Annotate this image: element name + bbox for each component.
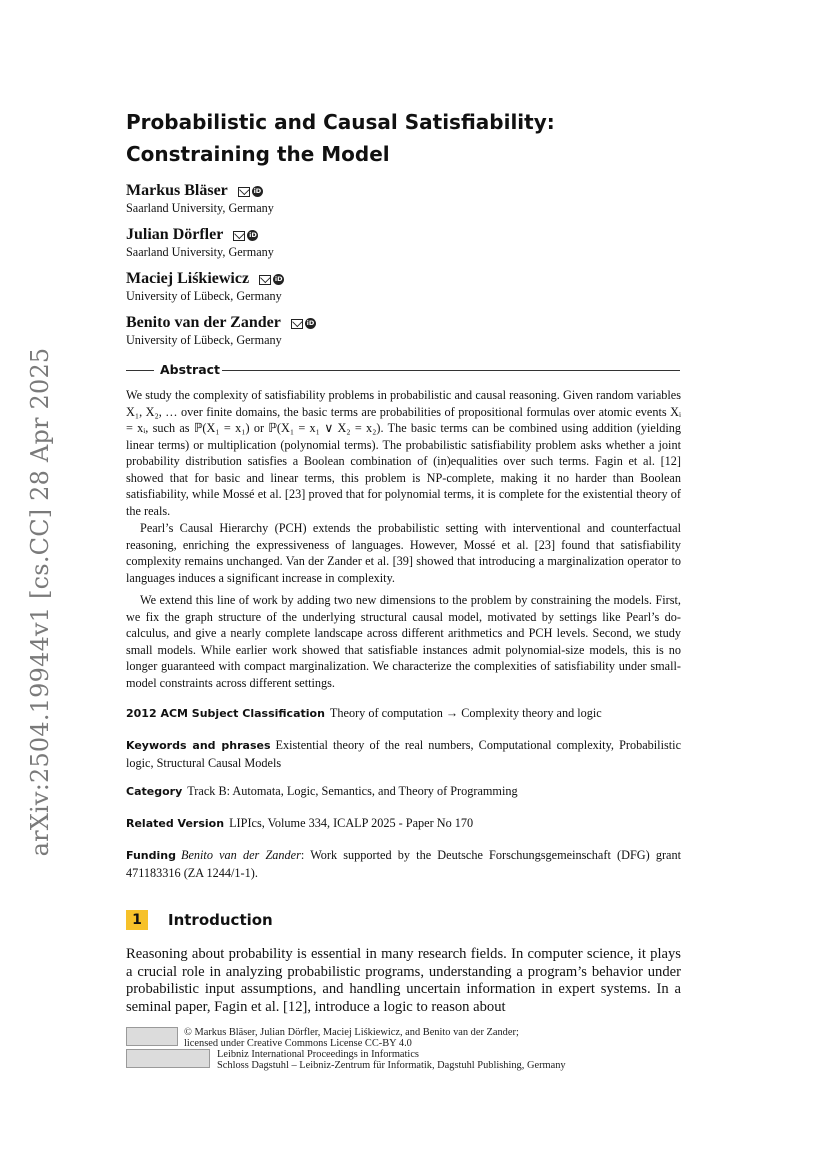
- abstract-paragraph-3: We extend this line of work by adding two new dimensions to the problem by constraining the models. First, we fix the graph structure of the underlying structural causal model, motivated by settings like Pearl’s do-calculus, and give a nearly complete landscape across different arithmetics and PCH levels. Second, we study small models. While earlier work showed that satisfiable instances admit polynomial-size models, this is no longer guaranteed with compact marginalization. We characterize the complexities of satisfiability under small-model constraints across different settings.: [126, 593, 681, 690]
- abstract-rule-right: [222, 370, 680, 371]
- acm-label: 2012 ACM Subject Classification: [126, 707, 325, 720]
- category-label: Category: [126, 785, 183, 798]
- mail-icon[interactable]: [238, 187, 250, 197]
- abstract-paragraph-1: We study the complexity of satisfiability problems in probabilistic and causal reasoning. Given random variables X₁, X₂, … over finite domains, the basic terms are probabilities of propositional formulas over atomic events Xᵢ = xᵢ, such as ℙ(X₁ = x₁) or ℙ(X₁ = x₁ ∨ X₂ = x₂). The basic terms can be combined using addition (yielding linear terms) or multiplication (polynomial terms). The probabilistic satisfiability problem asks whether a joint probability distribution satisfies a Boolean combination of (in)equalities over such terms. Fagin et al. [12] showed that for basic and linear terms, this problem is NP-complete, making it no harder than Boolean satisfiability, while Mossé et al. [23] proved that for polynomial terms, it is complete for the existential theory of the reals.: [126, 388, 681, 518]
- paper-title: [126, 106, 646, 170]
- author-block-1: [126, 180, 274, 216]
- author-name: Julian Dörfler: [126, 226, 224, 243]
- arxiv-stamp: [18, 347, 62, 857]
- arxiv-stamp-text: arXiv:2504.19944v1 [cs.CC] 28 Apr 2025: [26, 347, 54, 857]
- title-line-1: Probabilistic and Causal Satisfiability:: [126, 110, 555, 134]
- author-block-2: [126, 224, 274, 260]
- acm-classification: [126, 705, 681, 723]
- author-affiliation: University of Lübeck, Germany: [126, 289, 282, 303]
- author-affiliation: Saarland University, Germany: [126, 245, 274, 259]
- abstract-rule-left: [126, 370, 154, 371]
- mail-icon[interactable]: [259, 275, 271, 285]
- lipics-logo: [126, 1049, 210, 1068]
- mail-icon[interactable]: [233, 231, 245, 241]
- abstract-paragraph-2: Pearl’s Causal Hierarchy (PCH) extends the probabilistic setting with interventional and counterfactual reasoning, enriching the expressiveness of languages. However, Mossé et al. [23] found that satisfiability complexity remains unchanged. Van der Zander et al. [39] showed that introducing a marginalization operator to languages induces a significant increase in complexity.: [126, 521, 681, 585]
- footer-license: licensed under Creative Commons License CC-BY 4.0: [184, 1038, 412, 1049]
- funding-value: : Work supported by the Deutsche Forschungsgemeinschaft (DFG) grant 471183316 (ZA 1244/1-1).: [126, 848, 682, 880]
- related-version: [126, 815, 681, 833]
- keywords-value: Existential theory of the real numbers, Computational complexity, Probabilistic logic, Structural Causal Models: [126, 738, 681, 770]
- category-value: Track B: Automata, Logic, Semantics, and Theory of Programming: [187, 784, 518, 798]
- acm-value: Theory of computation → Complexity theory and logic: [329, 706, 602, 720]
- keywords-label: Keywords and phrases: [126, 739, 271, 752]
- abstract-label: Abstract: [160, 362, 221, 377]
- author-block-3: [126, 268, 284, 304]
- related-label: Related Version: [126, 817, 225, 830]
- footer-copyright: © Markus Bläser, Julian Dörfler, Maciej Liśkiewicz, and Benito van der Zander;: [184, 1027, 519, 1038]
- abstract-heading: [126, 362, 680, 378]
- author-block-4: [126, 312, 316, 348]
- orcid-icon[interactable]: iD: [249, 231, 257, 239]
- orcid-icon[interactable]: iD: [306, 319, 315, 327]
- author-name: Maciej Liśkiewicz: [126, 270, 250, 287]
- orcid-icon[interactable]: iD: [253, 187, 262, 195]
- related-value: LIPIcs, Volume 334, ICALP 2025 - Paper No 170: [229, 816, 474, 830]
- funding-name: Benito van der Zander: [180, 848, 301, 862]
- author-affiliation: University of Lübeck, Germany: [126, 333, 282, 347]
- category: [126, 783, 681, 801]
- author-name: Benito van der Zander: [126, 314, 281, 331]
- cc-license-logo: [126, 1027, 178, 1046]
- keywords: [126, 737, 681, 771]
- footer-publisher: Schloss Dagstuhl – Leibniz-Zentrum für Informatik, Dagstuhl Publishing, Germany: [217, 1060, 566, 1071]
- section-title: Introduction: [168, 911, 273, 929]
- footer-series: Leibniz International Proceedings in Informatics: [217, 1049, 419, 1060]
- funding-label: Funding: [126, 849, 176, 862]
- author-name: Markus Bläser: [126, 182, 228, 199]
- introduction-paragraph: Reasoning about probability is essential in many research fields. In computer science, it plays a crucial role in analyzing probabilistic programs, understanding a program’s behavior under probabilistic input assumptions, and handling uncertain information in expert systems. In a seminal paper, Fagin et al. [12], introduce a logic to reason about: [126, 946, 681, 1015]
- funding: [126, 847, 681, 881]
- title-line-2: Constraining the Model: [126, 142, 390, 166]
- mail-icon[interactable]: [291, 319, 303, 329]
- section-number: 1: [126, 910, 148, 930]
- author-affiliation: Saarland University, Germany: [126, 201, 274, 215]
- orcid-icon[interactable]: iD: [274, 275, 283, 283]
